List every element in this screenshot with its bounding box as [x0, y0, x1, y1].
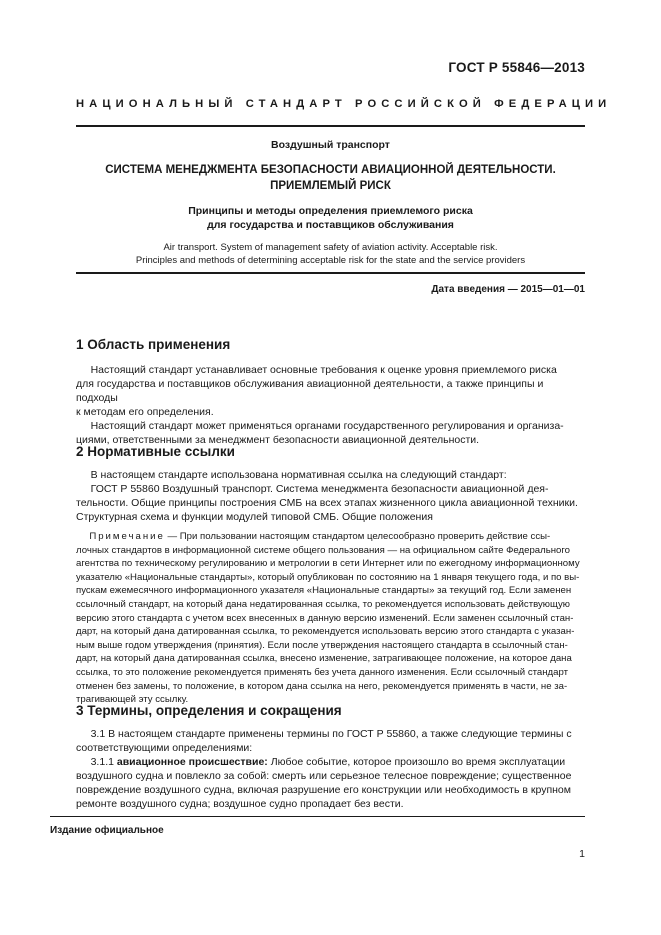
note-line-7: версию этого стандарта с учетом всех внесенных в данную версию изменений. Если заменен ссылочный стан-: [76, 612, 574, 624]
english-line-2: Principles and methods of determining acceptable risk for the state and the service providers: [135, 255, 526, 266]
s2-ref-line-1: ГОСТ Р 55860 Воздушный транспорт. Система менеджмента безопасности авиационной дея-: [90, 483, 549, 495]
subtitle-line-2: для государства и поставщиков обслуживания: [207, 219, 454, 231]
section-2-body: [76, 468, 585, 524]
s3-def-line-4: ремонте воздушного судна; воздушное судно пропадает без вести.: [76, 798, 404, 810]
s2-p1: В настоящем стандарте использована нормативная ссылка на следующий стандарт:: [90, 469, 507, 481]
note-line-2: лочных стандартов в информационной системе общего пользования — на официальном сайте Федерального: [76, 544, 570, 556]
document-title: [76, 162, 585, 194]
introduction-date: Дата введения — 2015—01—01: [431, 284, 585, 295]
document-subtitle: [76, 204, 585, 232]
english-line-1: Air transport. System of management safety of aviation activity. Acceptable risk.: [163, 242, 498, 253]
note-line-4: указателю «Национальные стандарты», который опубликован по состоянию на 1 января текущего года, и по вы-: [76, 571, 580, 583]
note-line-9: ным выше годом утверждения (принятия). Если после утверждения настоящего стандарта в ссылочный стан-: [76, 639, 568, 651]
term-aviation-accident: авиационное происшествие:: [116, 756, 268, 768]
note-line-1: Примечание — При пользовании настоящим стандартом целесообразно проверить действие ссы-: [89, 531, 551, 542]
title-line-2: ПРИЕМЛЕМЫЙ РИСК: [270, 180, 391, 192]
s1-p1-line-1: Настоящий стандарт устанавливает основные требования к оценке уровня приемлемого риска: [90, 364, 557, 376]
note-label: Примечание: [89, 531, 165, 542]
title-rule: [76, 272, 585, 274]
s1-p1-line-3: к методам его определения.: [76, 406, 214, 418]
page-number: 1: [579, 848, 585, 860]
subject-line: Воздушный транспорт: [271, 139, 390, 151]
note-line-13: трагивающей эту ссылку.: [76, 694, 189, 706]
note-line-10: дарт, на который дана датированная ссылка, внесено изменение, затрагивающее положение, на которое дана: [76, 653, 572, 665]
note-line-8: дарт, на который дана датированная ссылка, то рекомендуется использовать версию этого стандарта с указан-: [76, 626, 575, 638]
note-line-3: агентства по техническому регулированию и метрологии в сети Интернет или по ежегодному информационному: [76, 558, 580, 570]
title-line-1: СИСТЕМА МЕНЕДЖМЕНТА БЕЗОПАСНОСТИ АВИАЦИОННОЙ ДЕЯТЕЛЬНОСТИ.: [105, 164, 556, 176]
english-title: [76, 241, 585, 267]
national-standard-banner: НАЦИОНАЛЬНЫЙ СТАНДАРТ РОССИЙСКОЙ ФЕДЕРАЦИИ: [76, 98, 612, 110]
official-edition-label: Издание официальное: [50, 825, 164, 836]
subtitle-line-1: Принципы и методы определения приемлемого риска: [188, 205, 473, 217]
s3-def-line-2: воздушного судна и повлекло за собой: смерть или серьезное телесное повреждение; существенное: [76, 770, 572, 782]
s2-ref-line-3: Структурная схема и функции модулей типовой СМБ. Общие положения: [76, 511, 433, 523]
s1-p1-line-2: для государства и поставщиков обслуживания авиационной деятельности, а также принципы и подходы: [76, 378, 544, 404]
s3-def-line-1: 3.1.1 авиационное происшествие: Любое событие, которое произошло во время эксплуатации: [90, 756, 566, 768]
s2-ref-line-2: тельности. Общие принципы построения СМБ на всех этапах жизненного цикла авиационной техники.: [76, 497, 578, 509]
note-line-11: ссылка, то это положение рекомендуется применять без учета данного изменения. Если ссылочный стандарт: [76, 666, 568, 678]
section-1-body: [76, 363, 585, 447]
s1-p2-line-1: Настоящий стандарт может применяться органами государственного регулирования и организа-: [90, 420, 564, 432]
note-line-12: отменен без замены, то положение, в котором дана ссылка на него, рекомендуется применять в части, не за-: [76, 680, 568, 692]
section-3-heading: 3 Термины, определения и сокращения: [76, 703, 342, 718]
s1-p2-line-2: циями, ответственными за менеджмент безопасности авиационной деятельности.: [76, 434, 480, 446]
footer-rule: [50, 816, 585, 817]
document-code: ГОСТ Р 55846—2013: [448, 60, 585, 75]
top-rule: [76, 125, 585, 127]
s3-def-line-3: повреждение воздушного судна, включая разрушение его конструкции или необходимость в крупном: [76, 784, 571, 796]
section-3-body: [76, 727, 585, 811]
s3-p1-line-1: 3.1 В настоящем стандарте применены термины по ГОСТ Р 55860, а также следующие термины с: [90, 728, 572, 740]
section-1-heading: 1 Область применения: [76, 337, 231, 352]
section-2-heading: 2 Нормативные ссылки: [76, 444, 235, 459]
s3-p1-line-2: соответствующими определениями:: [76, 742, 253, 754]
note-line-6: ссылочный стандарт, на который дана недатированная ссылка, то рекомендуется использовать действующую: [76, 598, 570, 610]
normative-note: [76, 530, 585, 707]
note-line-5: пускам ежемесячного информационного указателя «Национальные стандарты» за текущий год. Если заменен: [76, 585, 572, 597]
